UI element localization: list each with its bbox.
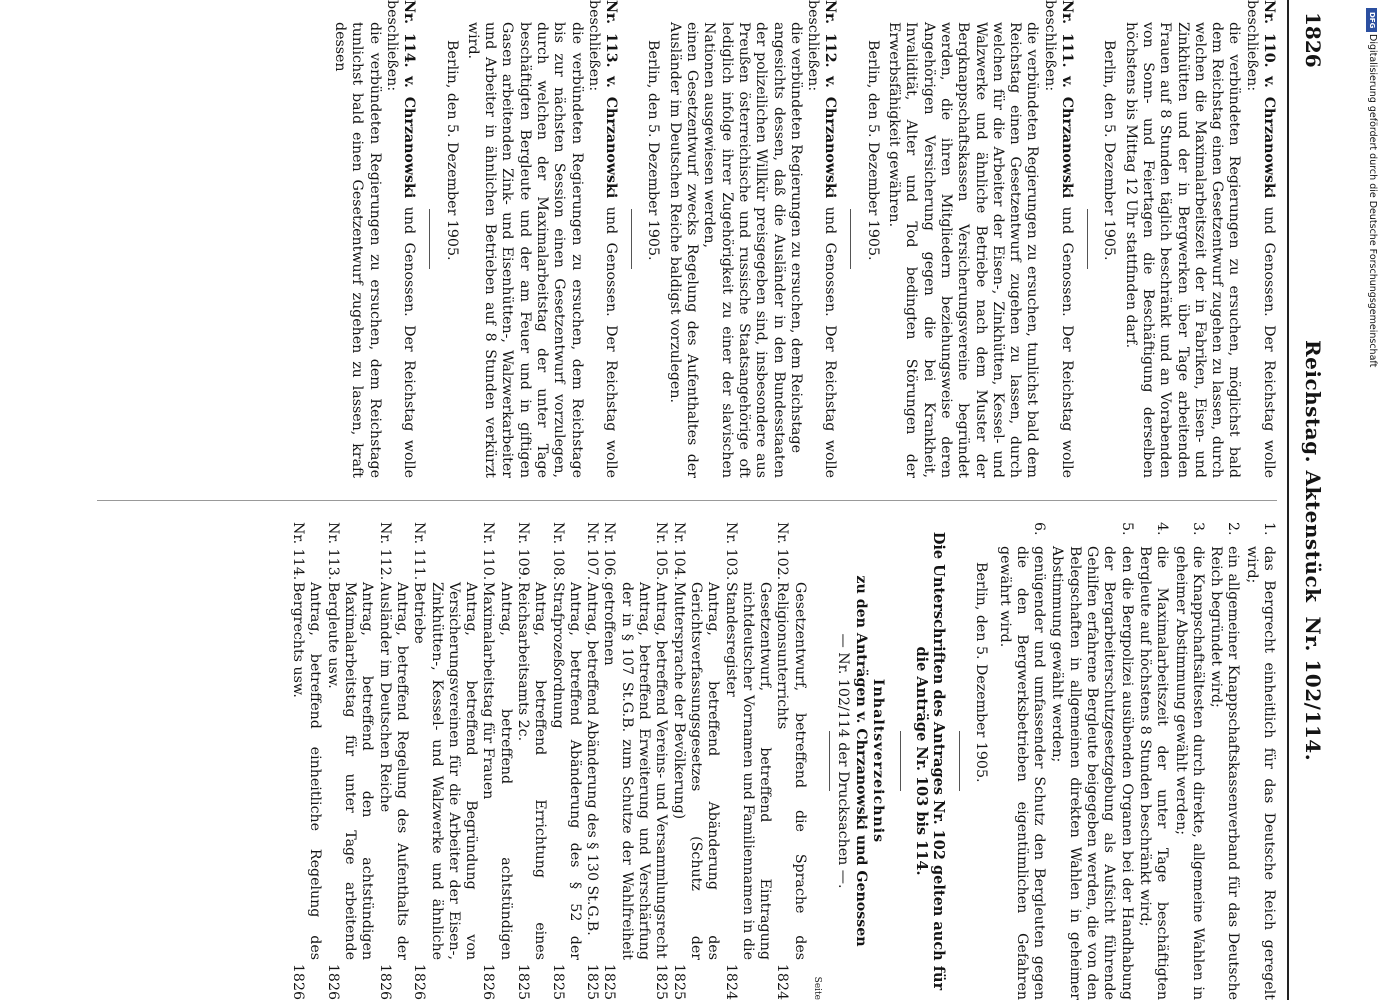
toc-text: Antrag, betreffend einheitliche Regelung des Bergrechts usw.	[290, 582, 324, 960]
title-text: Reichstag. Aktenstück	[1301, 340, 1325, 603]
toc-number: Nr. 113.	[324, 522, 341, 581]
motion-head: Nr. 110. v. Chrzanowski und Genossen. Der Reichstag wolle beschließen:	[1243, 0, 1277, 479]
document-title	[1301, 340, 1325, 761]
toc-row	[289, 522, 324, 1000]
toc-row	[375, 522, 410, 1000]
separator	[900, 731, 901, 791]
toc-number: Nr. 112.	[376, 522, 393, 581]
toc-number: Nr. 108.	[549, 522, 566, 581]
toc-text: Antrag, betreffend Errichtung eines Reichsarbeitsamts 2c.	[515, 582, 549, 960]
toc-number: Nr. 114.	[290, 522, 307, 581]
toc-number: Nr. 109.	[515, 522, 532, 581]
motion-body: die verbündeten Regierungen zu ersuchen, tunlichst bald dem Reichstag einen Gesetzentwurf zugehen zu lassen, durch welchen für die Arbeiter der Eisen-, Zinkhütten, Kessel- und Walzwerke und ähnliche Betriebe nach dem Muster der Bergknappschaftskassen Versicherungsvereine begründet werden, die ihren Mitgliedern beziehungsweise deren Angehörigen Versicherung gegen die bei Krankheit, Invalidität, Alter und Tod bedingten Störungen der Erwerbsfähigkeit gewähren.	[886, 22, 1041, 478]
page-header	[1287, 0, 1335, 1000]
toc-page: 1825	[670, 963, 687, 1000]
motion-body: die verbündeten Regierungen zu ersuchen, möglichst bald dem Reichstag einen Gesetzentwurf zugehen zu lassen, durch welchen die Maximalarbeitszeit der in Fabriken, Eisen- und Zinkhütten und der in Bergwerken über Tage arbeitenden Frauen auf 8 Stunden täglich beschränkt und an Vorabenden von Sonn- und Feiertagen die Beschäftigung derselben höchstens bis Mittag 12 Uhr stattfinden darf.	[1122, 22, 1243, 478]
toc-row	[773, 522, 808, 1000]
toc-row	[600, 522, 652, 1000]
rotated-page-content	[65, 0, 1335, 1000]
toc-number: Nr. 105.	[653, 522, 670, 581]
toc-text: Antrag, betreffend achtstündigen Maximalarbeitstag für Frauen	[480, 582, 514, 960]
toc-number: Nr. 102.	[774, 522, 791, 581]
motion-date: Berlin, den 5. Dezember 1905.	[864, 40, 881, 261]
motion-head: Nr. 112. v. Chrzanowski und Genossen. Der Reichstag wolle beschließen:	[805, 0, 839, 479]
toc-title: Inhaltsverzeichnis	[869, 678, 886, 844]
column-divider	[97, 500, 1277, 501]
motion-body-intro: die verbündeten Regierungen zu ersuchen, dem Reichstage	[787, 22, 804, 453]
page-number: 1826	[1301, 12, 1325, 68]
dfg-logo: DFG	[1366, 8, 1377, 32]
toc-number: Nr. 104.	[670, 522, 687, 581]
toc-page: 1824	[774, 963, 791, 1000]
digitization-credit: Digitalisierung gefördert durch die Deutsche Forschungsgemeinschaft	[1367, 34, 1378, 368]
toc-rows	[289, 522, 808, 1000]
toc-text: Antrag, betreffend Abänderung des § 130 St.G.B.	[584, 582, 601, 936]
motion-head: Nr. 111. v. Chrzanowski und Genossen. Der Reichstag wolle beschließen:	[1041, 0, 1076, 479]
motion-111	[863, 0, 1075, 478]
motion-date: Berlin, den 5. Dezember 1905.	[645, 40, 662, 261]
toc-page: 1825	[549, 963, 566, 1000]
toc-row	[410, 522, 479, 1000]
toc-page: 1826	[290, 963, 307, 1000]
toc-page: 1826	[480, 963, 497, 1000]
toc-page: 1824	[722, 963, 739, 1000]
motion-113	[442, 0, 619, 478]
toc-row	[652, 522, 669, 1000]
table-of-contents	[289, 522, 886, 1000]
toc-page: 1826	[411, 963, 428, 1000]
separator	[850, 209, 851, 269]
page-column-label: Seite	[812, 976, 823, 1000]
toc-text: Antrag, betreffend Abänderung des Gerichtsverfassungsgesetzes (Schutz der Muttersprache der Bevölkerung)	[670, 582, 722, 960]
toc-text: Antrag, betreffend Abänderung des § 52 der Strafprozeßordnung	[549, 582, 583, 960]
motion-body: einen Gesetzentwurf zwecks Regelung des Aufenthaltes der Ausländer im Deutschen Reiche baldigst vorzulegen.	[666, 22, 701, 478]
toc-text: Gesetzentwurf, betreffend Eintragung nichtdeutscher Vornamen und Familiennamen in die Standesregister	[722, 582, 774, 960]
signature-notice: Die Unterschriften des Antrages Nr. 102 gelten auch für die Anträge Nr. 103 bis 114.	[912, 531, 947, 991]
toc-text: Antrag, betreffend Erweiterung und Verschärfung der in § 107 St.G.B. zum Schutze der Wahlfreiheit getroffenen	[601, 582, 653, 960]
left-column	[321, 0, 1277, 478]
toc-page: 1825	[515, 963, 532, 1000]
toc-page: 1826	[376, 963, 393, 1000]
toc-row	[721, 522, 773, 1000]
toc-text: Gesetzentwurf, betreffend die Sprache des Religionsunterrichts	[774, 582, 808, 960]
separator	[1087, 209, 1088, 269]
motion-body-sub: angesichts dessen, daß die Ausländer in den Bundesstaaten der polizeilichen Willkür preisgegeben sind, insbesondere aus Preußen österreichische und russische Staatsangehörige oft lediglich infolge ihrer Zugehörigkeit zu einer der slavischen Nationen ausgewiesen werden,	[701, 22, 787, 478]
toc-row	[514, 522, 549, 1000]
toc-page: 1826	[324, 963, 341, 1000]
toc-number: Nr. 107.	[584, 522, 601, 581]
list-item: 4. die Maximalarbeitszeit der unter Tage beschäftigten Bergleute auf höchstens 8 Stunden beschränkt wird;	[1136, 522, 1171, 1000]
toc-row	[583, 522, 600, 1000]
separator	[429, 209, 430, 269]
toc-page: 1825	[653, 963, 670, 1000]
toc-subtitle: zu den Anträgen v. Chrzanowski und Genossen	[852, 575, 869, 947]
toc-number: Nr. 111.	[411, 522, 428, 581]
motion-head: Nr. 114. v. Chrzanowski und Genossen. Der Reichstag wolle beschließen:	[383, 0, 418, 479]
separator	[959, 731, 960, 791]
toc-page: 1825	[584, 963, 601, 1000]
separator	[829, 731, 830, 791]
list-item: 6. genügender und umfassender Schutz den Bergleuten gegen die den Bergwerksbetrieben eigentümlichen Gefahren gewährt wird.	[996, 522, 1048, 1000]
motion-body: die verbündeten Regierungen zu ersuchen, dem Reichstage bis zur nächsten Session einen Gesetzentwurf vorzulegen, durch welchen der Maximalarbeitstag der unter Tage beschäftigten Bergleute und der am Feuer und in giftigen Gasen arbeitenden Zink- und Eisenhütten-, Walzwerkarbeiter und Arbeiter in ähnlichen Betrieben auf 8 Stunden verkürzt wird.	[464, 22, 585, 478]
toc-number: Nr. 110.	[480, 522, 497, 581]
motion-date: Berlin, den 5. Dezember 1905.	[1101, 40, 1118, 261]
toc-row	[479, 522, 514, 1000]
motion-body: die verbündeten Regierungen zu ersuchen, dem Reichstage tunlichst bald einen Gesetzentwurf zugehen zu lassen, kraft dessen	[332, 22, 383, 478]
toc-number: Nr. 103.	[722, 522, 739, 581]
right-column	[289, 522, 1277, 1000]
toc-text: Antrag, betreffend Vereins- und Versammlungsrecht	[653, 582, 670, 959]
motion-110	[1100, 0, 1277, 478]
list-item: 5. den die Bergpolizei ausübenden Organen bei der Handhabung der Bergarbeiterschutzgesetzgebung als Aufsicht führende Gehilfen erfahrene Bergleute beigegeben werden, die von den Belegschaften in allgemeinen direkten Wahlen in geheimer Abstimmung gewählt werden;	[1049, 522, 1135, 1000]
toc-row	[669, 522, 721, 1000]
toc-text: Antrag, betreffend den achtstündigen Maximalarbeitstag für unter Tage arbeitende Bergleute usw.	[324, 582, 376, 960]
motion-head: Nr. 113. v. Chrzanowski und Genossen. Der Reichstag wolle beschließen:	[585, 0, 620, 479]
toc-text: Antrag, betreffend Regelung des Aufenthalts der Ausländer im Deutschen Reiche	[376, 582, 410, 960]
motion-date: Berlin, den 5. Dezember 1905.	[973, 562, 990, 783]
toc-row	[548, 522, 583, 1000]
list-item: 1. das Bergrecht einheitlich für das Deutsche Reich geregelt wird;	[1243, 522, 1277, 1000]
header-rule	[1287, 0, 1289, 1000]
toc-number: Nr. 106.	[601, 522, 618, 581]
list-item: 2. ein allgemeiner Knappschaftskassenverband für das Deutsche Reich begründet wird;	[1208, 522, 1242, 1000]
toc-row	[323, 522, 375, 1000]
motion-114-list	[995, 522, 1277, 1000]
motion-date: Berlin, den 5. Dezember 1905.	[443, 40, 460, 261]
motion-112	[644, 0, 838, 478]
motion-114	[331, 0, 417, 478]
toc-subtitle-2: — Nr. 102/114 der Drucksachen —.	[835, 633, 852, 889]
toc-page: 1825	[601, 963, 618, 1000]
title-number: Nr. 102/114.	[1301, 616, 1325, 762]
toc-text: Antrag, betreffend Begründung von Versicherungsvereinen für die Arbeiter der Eisen-, Zinkhütten-, Kessel- und Walzwerke und ähnliche Betriebe	[411, 582, 480, 960]
separator	[631, 209, 632, 269]
list-item: 3. die Knappschaftsältesten durch direkte, allgemeine Wahlen in geheimer Abstimmung gewählt werden;	[1172, 522, 1206, 1000]
